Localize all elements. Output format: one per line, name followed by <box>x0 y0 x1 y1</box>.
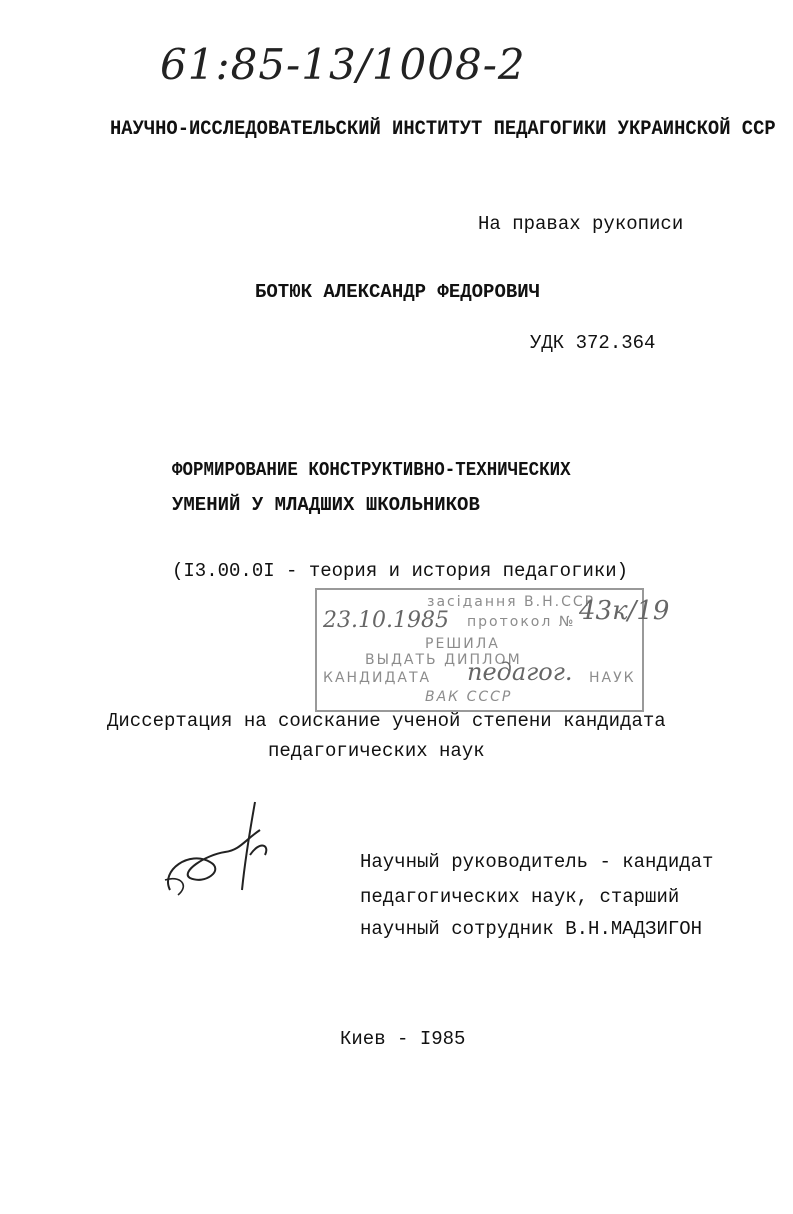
stamp-date: 23.10.1985 <box>323 608 449 633</box>
supervisor-line-1: Научный руководитель - кандидат <box>360 851 714 873</box>
institute-heading: НАУЧНО-ИССЛЕДОВАТЕЛЬСКИЙ ИНСТИТУТ ПЕДАГОГИКИ УКРАИНСКОЙ ССР <box>110 118 776 141</box>
specialty-code: (I3.00.0I - теория и история педагогики) <box>172 560 629 582</box>
udk-code: УДК 372.364 <box>530 332 656 354</box>
handwritten-reference: 61:85-13/1008-2 <box>160 40 526 89</box>
title-line-1: ФОРМИРОВАНИЕ КОНСТРУКТИВНО-ТЕХНИЧЕСКИХ <box>172 459 571 481</box>
manuscript-rights: На правах рукописи <box>478 213 684 235</box>
dissertation-line-2: педагогических наук <box>268 740 485 762</box>
stamp-row-1: засідання В.Н.ССР <box>427 594 596 610</box>
vak-approval-stamp <box>315 588 670 712</box>
stamp-row-2: протокол № <box>467 614 576 630</box>
dissertation-line-1: Диссертация на соискание ученой степени кандидата <box>107 710 666 732</box>
stamp-field: педагог. <box>467 658 573 686</box>
signature <box>150 800 280 900</box>
stamp-row-3: РЕШИЛА <box>425 636 500 652</box>
stamp-row-5: КАНДИДАТА <box>323 670 432 686</box>
stamp-row-6: ВАК СССР <box>425 689 513 705</box>
city-year: Киев - I985 <box>340 1028 466 1050</box>
stamp-protocol-number: 43к/19 <box>579 596 670 626</box>
supervisor-line-3: научный сотрудник В.Н.МАДЗИГОН <box>360 918 703 940</box>
author-name: БОТЮК АЛЕКСАНДР ФЕДОРОВИЧ <box>255 281 541 303</box>
stamp-row-4: ВЫДАТЬ ДИПЛОМ <box>365 652 522 668</box>
title-line-2: УМЕНИЙ У МЛАДШИХ ШКОЛЬНИКОВ <box>172 494 480 516</box>
supervisor-line-2: педагогических наук, старший <box>360 886 680 908</box>
stamp-row-5-end: НАУК <box>589 670 636 686</box>
